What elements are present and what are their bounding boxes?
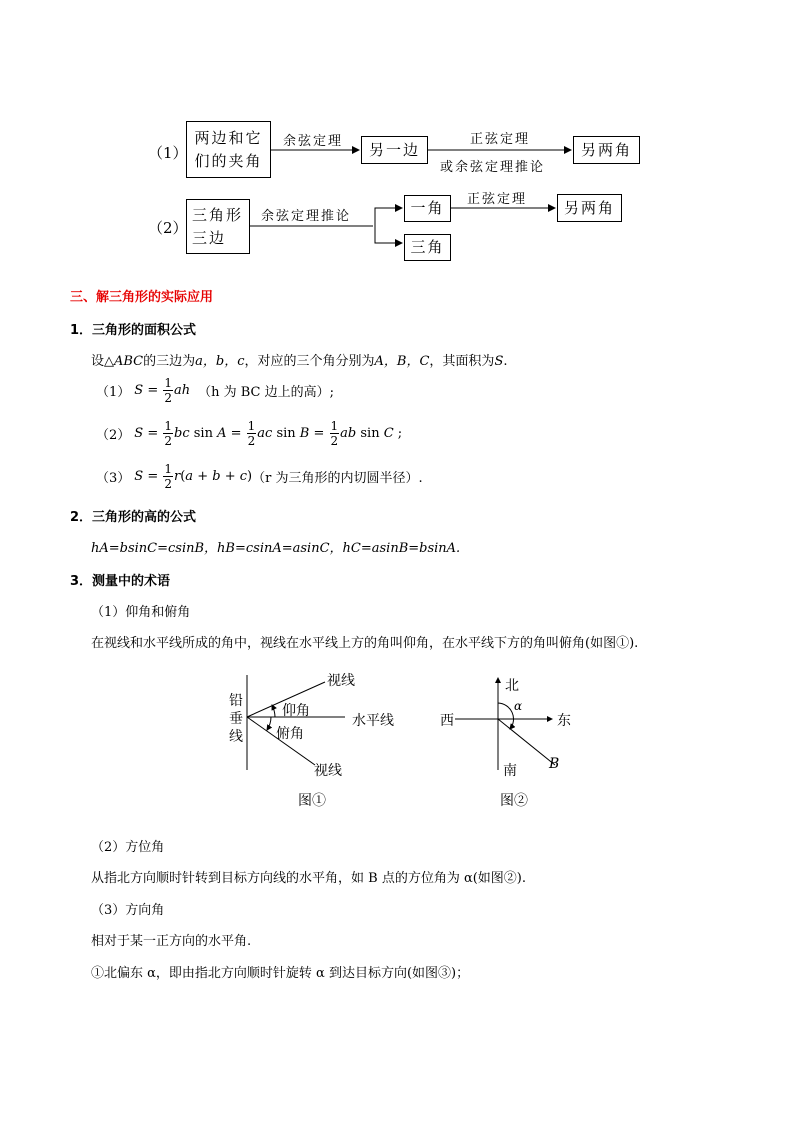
flow1-end-box: 另两角 — [573, 136, 640, 164]
fig1-plumb-label-1: 铅 — [229, 693, 243, 709]
fig2-north: 北 — [505, 678, 519, 694]
item2-label: （2）方位角 — [91, 840, 165, 855]
item2-text: 从指北方向顺时针转到目标方向线的水平角，如 B 点的方位角为 α(如图②). — [91, 871, 527, 886]
fig1-depression: 俯角 — [276, 726, 304, 742]
flow1-mid-box: 另一边 — [361, 136, 428, 164]
item3-text: 相对于某一正方向的水平角. — [91, 934, 252, 949]
fig1-caption: 图① — [298, 793, 326, 809]
area-formula-1: （1） S = $\frac{1}{2}$ ah （h 为 BC 边上的高）; — [96, 376, 335, 405]
fig2-alpha: α — [514, 699, 523, 713]
item1-text: 在视线和水平线所成的角中，视线在水平线上方的角叫仰角，在水平线下方的角叫俯角(如图①). — [91, 636, 639, 651]
fig2-caption: 图② — [500, 793, 528, 809]
fig1-elevation: 仰角 — [282, 703, 310, 719]
flow1-arrow2-label-top: 正弦定理 — [470, 132, 531, 147]
bearing-line-B — [498, 719, 555, 765]
item3-subitem: ①北偏东 α，即由指北方向顺时针旋转 α 到达目标方向(如图③)； — [91, 966, 470, 981]
height-formula: hA=bsinC=csinB，hB=csinA=asinC，hC=asinB=bsinA. — [91, 541, 461, 556]
flow2-branch — [375, 208, 385, 243]
depression-arc — [267, 717, 271, 730]
flow1-label: （1） — [148, 144, 188, 162]
flow1-arrow2-label-bottom: 或余弦定理推论 — [440, 160, 546, 175]
sub1-heading: 1．三角形的面积公式 — [70, 323, 197, 338]
area-formula-3: （3） S = $\frac{1}{2}$ r ( a + b + c ) （r 为三角形的内切圆半径）. — [96, 462, 423, 491]
flow2-start-line1: 三角形 — [192, 206, 244, 224]
item3-label: （3）方向角 — [91, 903, 165, 918]
flow2-mid-bottom-box: 三角 — [404, 234, 451, 261]
fig2-west: 西 — [440, 713, 454, 729]
flow2-mid-top-box: 一角 — [404, 195, 451, 222]
fig1-sight-down: 视线 — [314, 763, 342, 779]
flow2-arrow1-label: 余弦定理推论 — [261, 209, 352, 224]
section3-heading: 三、解三角形的实际应用 — [70, 290, 214, 305]
flow-arrows — [0, 0, 794, 280]
flow2-end-box: 另两角 — [557, 194, 622, 222]
fig2-south: 南 — [503, 763, 517, 779]
flow2-arrow2-label: 正弦定理 — [467, 192, 528, 207]
figure-2 — [455, 670, 585, 790]
flow1-start-line2: 们的夹角 — [194, 151, 263, 170]
flow2-label: （2） — [148, 219, 188, 237]
area-formula-2: （2） S = $\frac{1}{2}$ bc sin A = $\frac{1}{2}$ ac sin B = $\frac{1}{2}$ ab sin C ; — [96, 419, 403, 448]
fig2-point-B: B — [549, 756, 560, 772]
item1-label: （1）仰角和俯角 — [91, 605, 191, 620]
elevation-arc — [272, 705, 275, 717]
fig1-horizontal: 水平线 — [352, 713, 394, 729]
sub2-heading: 2．三角形的高的公式 — [70, 510, 197, 525]
flow1-start-line1: 两边和它 — [194, 129, 263, 147]
fig1-plumb-label-3: 线 — [229, 729, 243, 745]
fig1-plumb-label-2: 垂 — [229, 711, 243, 727]
flow2-start-line2: 三边 — [192, 228, 227, 247]
sub1-intro: 设△ABC的三边为a，b，c，对应的三个角分别为A，B，C，其面积为S. — [91, 354, 508, 369]
fig2-east: 东 — [557, 713, 571, 729]
fig1-sight-up: 视线 — [327, 673, 355, 689]
sub3-heading: 3．测量中的术语 — [70, 574, 171, 589]
flow1-arrow1-label: 余弦定理 — [283, 134, 344, 149]
